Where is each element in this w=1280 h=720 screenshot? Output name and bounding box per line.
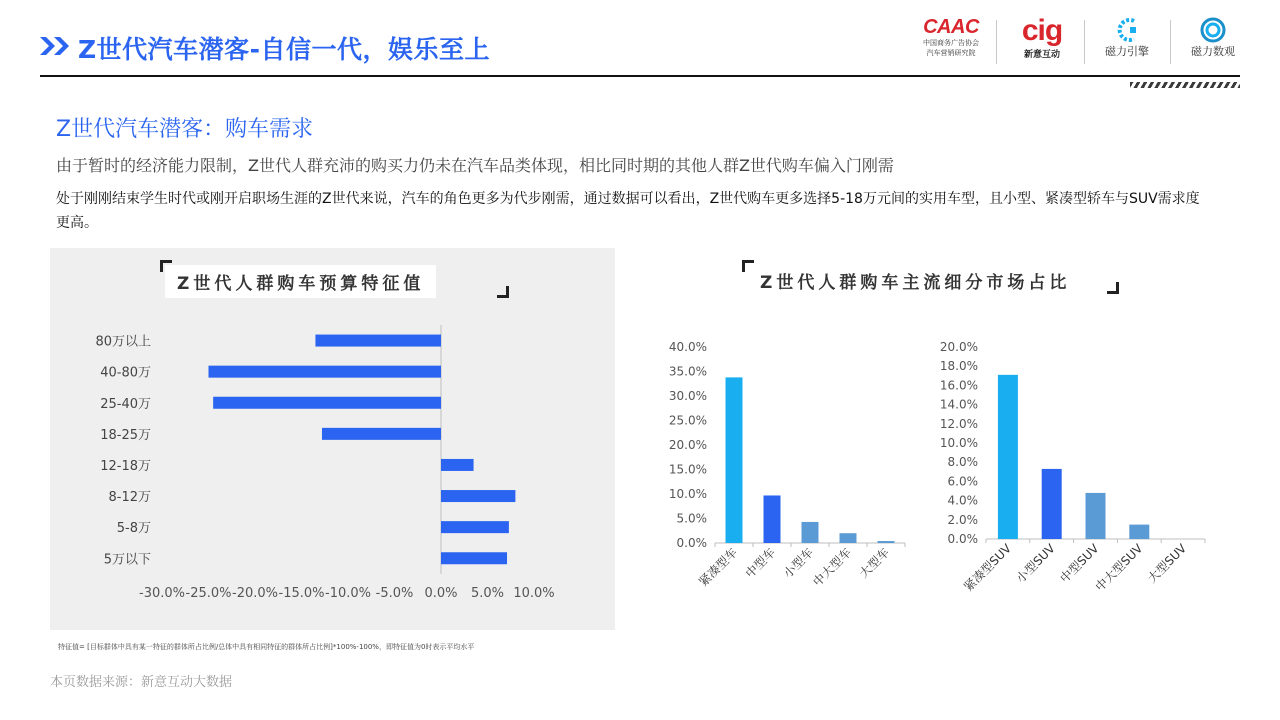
section-body: 处于刚刚结束学生时代或刚开启职场生涯的Z世代来说，汽车的角色更多为代步刚需，通过数据可以看出，Z世代购车更多选择5-18万元间的实用车型，且小型、紧凑型轿车与SUV需求度更高。 (56, 191, 1200, 231)
x-tick-label: -15.0% (278, 586, 325, 601)
y-tick-label: 5.0% (676, 511, 707, 526)
section-title: Z世代汽车潜客：购车需求 (56, 117, 314, 142)
category-label: 中型车 (742, 545, 779, 581)
y-tick-label: 30.0% (668, 389, 707, 403)
x-tick-label: -30.0% (139, 586, 185, 601)
segment-chart-title: Z世代人群购车主流细分市场占比 (748, 264, 1082, 297)
y-tick-label: 15.0% (668, 462, 707, 477)
category-label: 中型SUV (1057, 541, 1102, 586)
cilijinqing-logo-text: 磁力引擎 (1105, 45, 1149, 58)
y-tick-label: 0.0% (947, 532, 978, 546)
y-tick-label: 6.0% (947, 474, 978, 489)
x-tick-label: -25.0% (185, 586, 232, 601)
category-label: 大型车 (856, 545, 893, 581)
footnote: 特征值= [目标群体中具有某一特征的群体所占比例/总体中具有相同特征的群体所占比例]*100%-100%，即特征值为0时表示平均水平 (58, 643, 475, 651)
page-title: Z世代汽车潜客-自信一代，娱乐至上 (78, 35, 491, 64)
category-label: 18-25万 (100, 427, 151, 443)
y-tick-label: 12.0% (939, 416, 978, 431)
y-tick-label: 2.0% (947, 512, 978, 527)
caac-logo-sub1: 中国商务广告协会 (923, 39, 979, 47)
segment-bar (1042, 469, 1062, 539)
y-tick-label: 10.0% (668, 487, 707, 501)
category-label: 大型SUV (1144, 541, 1190, 586)
category-label: 小型车 (780, 545, 817, 581)
cig-logo-sub: 新意互动 (1023, 50, 1060, 60)
x-tick-label: 5.0% (470, 586, 505, 601)
category-label: 中大型车 (810, 545, 855, 590)
y-tick-label: 40.0% (668, 340, 707, 354)
data-source: 本页数据来源：新意互动大数据 (50, 675, 233, 690)
category-label: 紧凑型车 (696, 545, 741, 590)
segment-bar (1086, 493, 1106, 539)
caac-logo-text: CAAC (923, 16, 979, 38)
y-tick-label: 4.0% (947, 493, 978, 508)
category-label: 5-8万 (116, 521, 151, 537)
category-label: 中大型SUV (1092, 541, 1146, 594)
y-tick-label: 14.0% (939, 397, 978, 412)
y-tick-label: 25.0% (668, 413, 707, 428)
segment-bar (1129, 525, 1149, 539)
category-label: 80万以上 (95, 334, 151, 350)
category-label: 紧凑型SUV (961, 541, 1015, 594)
y-tick-label: 16.0% (939, 378, 978, 393)
y-tick-label: 20.0% (939, 340, 978, 354)
x-tick-label: -20.0% (232, 586, 278, 601)
caac-logo-sub2: 汽车营销研究院 (926, 49, 976, 57)
x-tick-label: -5.0% (375, 586, 414, 601)
category-label: 25-40万 (100, 396, 151, 412)
y-tick-label: 0.0% (676, 536, 707, 550)
y-tick-label: 10.0% (939, 436, 978, 450)
category-label: 小型SUV (1013, 541, 1058, 586)
x-tick-label: 10.0% (513, 586, 555, 601)
category-label: 8-12万 (108, 490, 151, 506)
budget-chart-title: Z世代人群购车预算特征值 (165, 265, 436, 298)
section-lead: 由于暂时的经济能力限制，Z世代人群充沛的购买力仍未在汽车品类体现，相比同时期的其他人群Z世代购车偏入门刚需 (56, 156, 894, 175)
category-label: 12-18万 (100, 458, 151, 474)
y-tick-label: 18.0% (939, 359, 978, 374)
y-tick-label: 20.0% (668, 438, 707, 452)
y-tick-label: 35.0% (668, 364, 707, 379)
y-tick-label: 8.0% (947, 455, 978, 470)
category-label: 40-80万 (100, 365, 151, 381)
x-tick-label: 0.0% (424, 586, 458, 601)
x-tick-label: -10.0% (325, 586, 371, 601)
segment-bar (998, 375, 1018, 539)
cig-logo-text: cig (1021, 14, 1063, 47)
cilishuguan-logo-text: 磁力数观 (1191, 45, 1235, 58)
category-label: 5万以下 (103, 552, 151, 568)
